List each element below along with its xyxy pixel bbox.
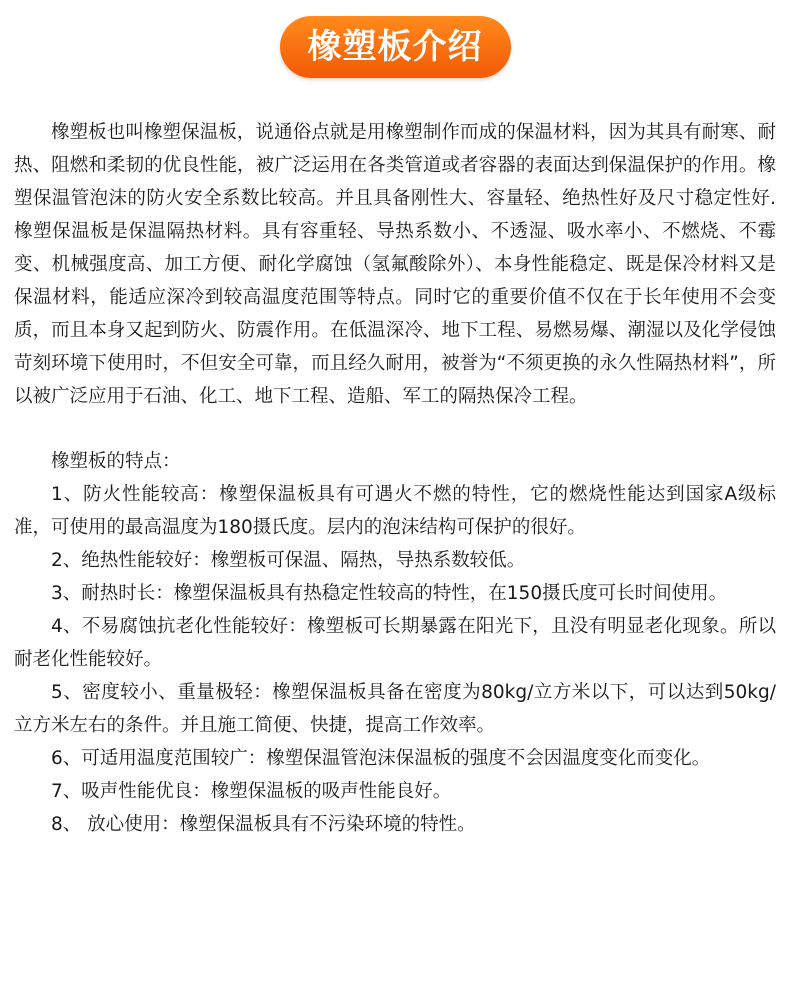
- feature-item-2: 2、绝热性能较好：橡塑板可保温、隔热，导热系数较低。: [51, 550, 526, 571]
- features-heading: 橡塑板的特点：: [51, 451, 181, 472]
- page-title: 橡塑板介绍: [280, 16, 511, 78]
- feature-item-8: 8、 放心使用：橡塑保温板具有不污染环境的特性。: [51, 814, 476, 835]
- feature-item-1: 1、防火性能较高：橡塑保温板具有可遇火不燃的特性，它的燃烧性能达到国家A级标准，可使用的最高温度为180摄氏度。层内的泡沫结构可保护的很好。: [14, 484, 776, 538]
- intro-paragraph: 橡塑板也叫橡塑保温板，说通俗点就是用橡塑制作而成的保温材料，因为其具有耐寒、耐热、阻燃和柔韧的优良性能，被广泛运用在各类管道或者容器的表面达到保温保护的作用。橡塑保温管泡沫的防火安全系数比较高。并且具备刚性大、容量轻、绝热性好及尺寸稳定性好.橡塑保温板是保温隔热材料。具有容重轻、导热系数小、不透湿、吸水率小、不燃烧、不霉变、机械强度高、加工方便、耐化学腐蚀（氢氟酸除外）、本身性能稳定、既是保冷材料又是保温材料，能适应深冷到较高温度范围等特点。同时它的重要价值不仅在于长年使用不会变质，而且本身又起到防火、防震作用。在低温深冷、地下工程、易燃易爆、潮湿以及化学侵蚀苛刻环境下使用时，不但安全可靠，而且经久耐用，被誉为“不须更换的永久性隔热材料”，所以被广泛应用于石油、化工、地下工程、造船、军工的隔热保冷工程。: [14, 122, 776, 407]
- feature-item-6: 6、可适用温度范围较广：橡塑保温管泡沫保温板的强度不会因温度变化而变化。: [51, 748, 711, 769]
- title-banner: [0, 16, 790, 78]
- feature-item-3: 3、耐热时长：橡塑保温板具有热稳定性较高的特性，在150摄氏度可长时间使用。: [51, 583, 728, 604]
- feature-item-7: 7、吸声性能优良：橡塑保温板的吸声性能良好。: [51, 781, 452, 802]
- feature-item-4: 4、不易腐蚀抗老化性能较好：橡塑板可长期暴露在阳光下，且没有明显老化现象。所以耐老化性能较好。: [14, 616, 776, 670]
- feature-item-5: 5、密度较小、重量极轻：橡塑保温板具备在密度为80kg/立方米以下，可以达到50kg/立方米左右的条件。并且施工简便、快捷，提高工作效率。: [14, 682, 776, 736]
- article-body: [14, 116, 776, 841]
